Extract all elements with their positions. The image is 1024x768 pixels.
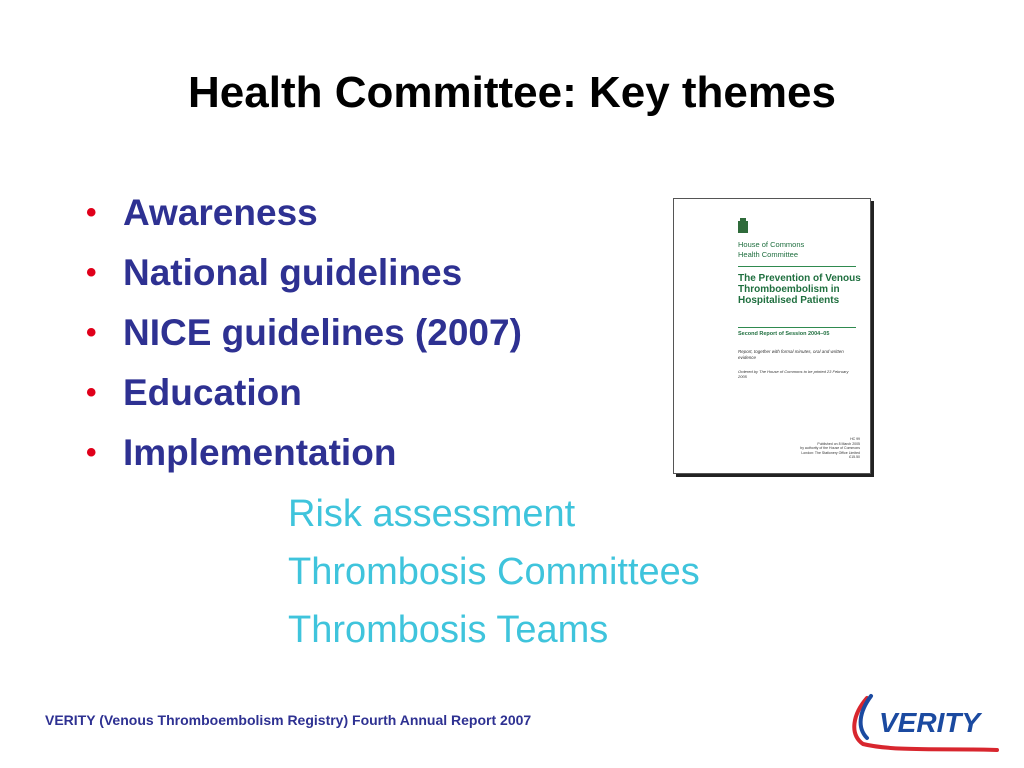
report-session: Second Report of Session 2004–05 (738, 331, 830, 337)
report-authority: by authority of the House of Commons (800, 446, 860, 450)
bullet-label: National guidelines (123, 252, 463, 293)
report-publication-info (740, 437, 860, 460)
sub-item-thrombosis-committees: Thrombosis Committees (288, 551, 700, 593)
logo-text: VERITY (879, 707, 981, 738)
report-divider (738, 266, 856, 267)
bullet-label: NICE guidelines (2007) (123, 312, 522, 353)
bullet-marker: • (86, 436, 97, 469)
bullet-label: Implementation (123, 432, 397, 473)
report-committee: Health Committee (738, 250, 799, 259)
verity-logo (845, 688, 1005, 754)
report-ordered: Ordered by The House of Commons to be printed 23 February 2005 (738, 369, 849, 379)
bullet-label: Awareness (123, 192, 318, 233)
report-stationery: London: The Stationery Office Limited (801, 450, 860, 455)
report-published: Published on 8 March 2005 (817, 441, 860, 446)
slide-title: Health Committee: Key themes (188, 68, 836, 117)
footer-text: VERITY (Venous Thromboembolism Registry) Fourth Annual Report 2007 (45, 712, 532, 728)
report-divider (738, 327, 856, 328)
implementation-sub-list (288, 490, 700, 664)
report-house: House of Commons (738, 240, 805, 249)
bullet-item-nice-guidelines (86, 310, 522, 370)
report-hc-number: HC 99 (850, 437, 860, 441)
bullet-item-awareness (86, 190, 522, 250)
report-price: £15.50 (849, 455, 860, 459)
sub-item-thrombosis-teams: Thrombosis Teams (288, 609, 609, 651)
bullet-list (86, 190, 522, 490)
bullet-item-implementation (86, 430, 522, 490)
bullet-marker: • (86, 196, 97, 229)
report-note: Report, together with formal minutes, oral and written evidence (738, 349, 844, 360)
bullet-marker: • (86, 376, 97, 409)
sub-item-risk-assessment: Risk assessment (288, 493, 576, 535)
report-publisher (738, 240, 804, 260)
portcullis-icon (738, 221, 748, 233)
bullet-marker: • (86, 256, 97, 289)
bullet-label: Education (123, 372, 302, 413)
bullet-item-national-guidelines (86, 250, 522, 310)
bullet-marker: • (86, 316, 97, 349)
report-title: The Prevention of Venous Thromboembolism in Hospitalised Patients (738, 273, 861, 306)
report-cover-image (673, 198, 871, 474)
bullet-item-education (86, 370, 522, 430)
